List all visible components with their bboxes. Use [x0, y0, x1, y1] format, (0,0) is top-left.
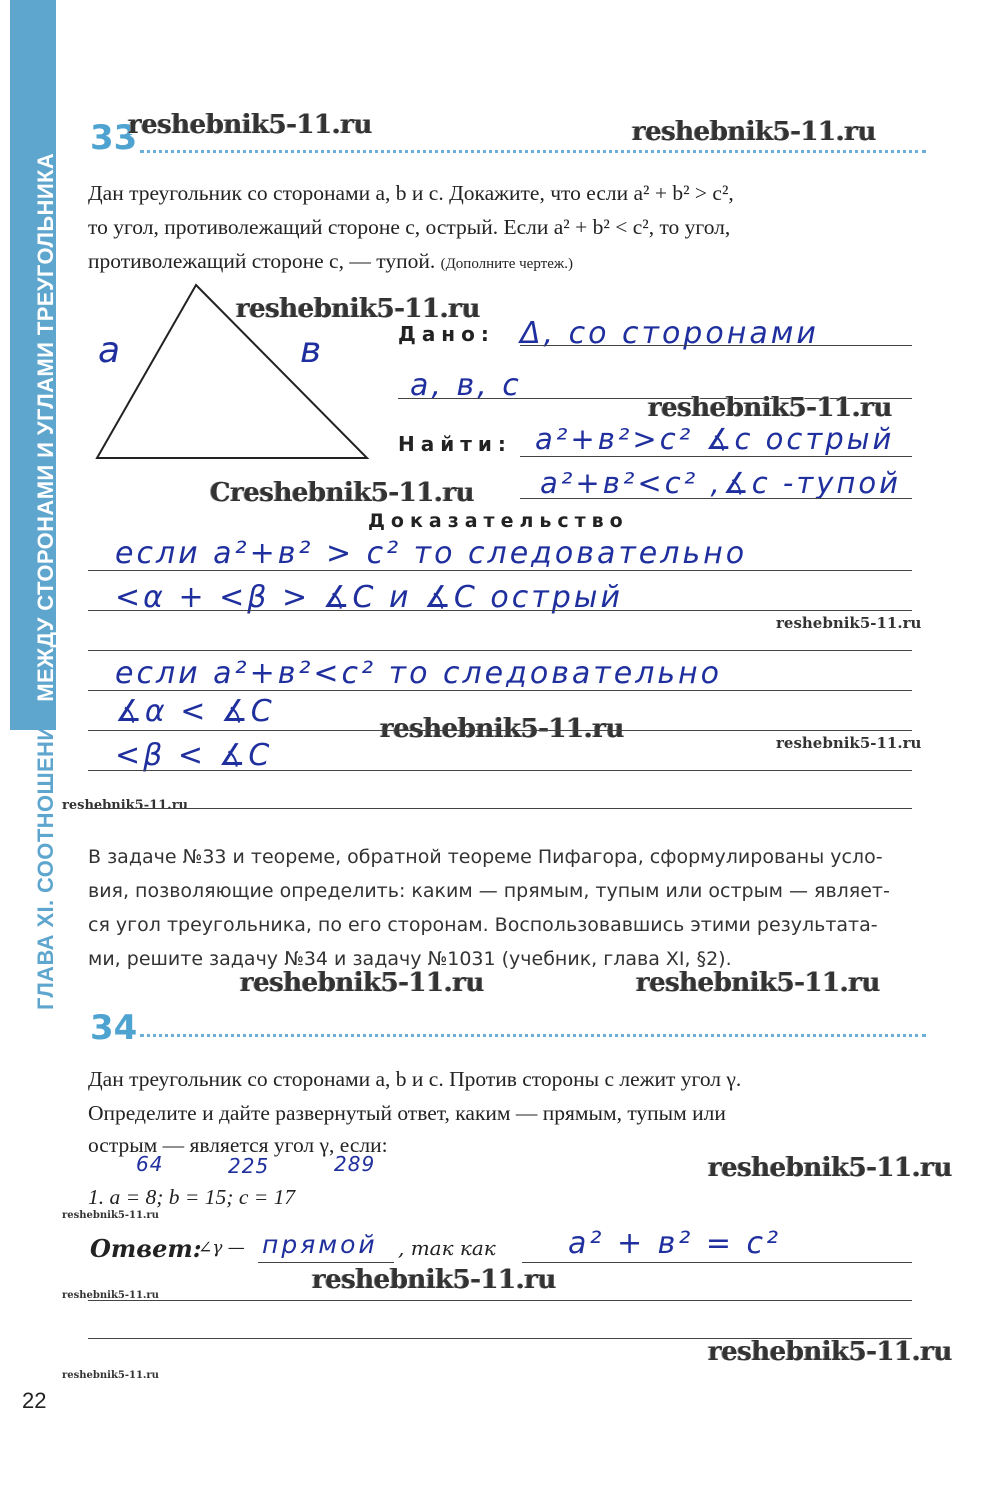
watermark: reshebnik5-11.ru [62, 1290, 159, 1301]
find-handwriting-1: a²+в²>c² ∡c острый [535, 422, 895, 456]
side-b-label: в [300, 330, 325, 371]
answer-line [88, 570, 912, 571]
square-b: 225 [228, 1154, 270, 1178]
answer-line [520, 345, 912, 346]
proof-label: Доказательство [368, 510, 629, 532]
answer-line [522, 1262, 912, 1263]
task-34-divider [140, 1034, 926, 1037]
task-34-line-3: острым — является угол γ, если: [88, 1133, 388, 1157]
task-34-number: 34 [90, 1008, 138, 1048]
watermark: reshebnik5-11.ru [708, 1153, 953, 1183]
info-paragraph: В задаче №33 и теореме, обратной теореме Пифагора, сформулированы усло- вия, позволяющие определить: каким — прямым, тупым или острым — являет- ся угол треугольника, по его сторонам. Воспользовавшись этими результата- ми, решите задачу №34 и задачу №1031 (учебник, глава XI, §2). [88, 846, 890, 970]
watermark: reshebnik5-11.ru [128, 110, 373, 140]
watermark: reshebnik5-11.ru [708, 1337, 953, 1367]
answer-line [88, 610, 912, 611]
watermark: reshebnik5-11.ru [632, 117, 877, 147]
task-33-number: 33 [90, 118, 138, 158]
page-number: 22 [22, 1388, 47, 1413]
watermark: reshebnik5-11.ru [240, 968, 485, 998]
watermark: reshebnik5-11.ru [62, 798, 189, 813]
watermark: Creshebnik5-11.ru [210, 478, 475, 508]
square-a: 64 [136, 1152, 164, 1176]
answer-line [88, 650, 912, 651]
answer-label: Ответ: [90, 1234, 202, 1263]
proof-handwriting-3: если a²+в²<c² то следовательно [115, 656, 723, 691]
task-34-line-1: Дан треугольник со сторонами a, b и c. Против стороны c лежит угол γ. [88, 1067, 742, 1091]
watermark: reshebnik5-11.ru [62, 1370, 159, 1381]
given-handwriting-1: Δ, со сторонами [520, 316, 819, 351]
answer-because: , так как [398, 1236, 496, 1260]
watermark: reshebnik5-11.ru [636, 968, 881, 998]
task-33-line-3: противолежащий стороне c, — тупой. (Дополните чертеж.) [88, 249, 573, 273]
find-label: Найти: [398, 432, 512, 456]
answer-handwriting: прямой [262, 1230, 378, 1259]
answer-formula: a² + в² = c² [568, 1226, 782, 1261]
answer-line [520, 498, 912, 499]
chapter-sidebar [0, 0, 56, 1080]
proof-handwriting-1: если a²+в² > c² то следовательно [115, 536, 748, 571]
answer-line [258, 1262, 394, 1263]
proof-handwriting-2: <α + <β > ∡C и ∡C острый [115, 580, 623, 615]
watermark: reshebnik5-11.ru [312, 1265, 557, 1295]
answer-line [88, 730, 912, 731]
square-c: 289 [334, 1152, 376, 1176]
watermark: reshebnik5-11.ru [776, 734, 922, 752]
watermark: reshebnik5-11.ru [380, 714, 625, 744]
answer-angle: ∠γ — [198, 1238, 245, 1258]
answer-line [88, 690, 912, 691]
find-handwriting-2: a²+в²<c² ,∡c -тупой [540, 466, 901, 500]
answer-line [88, 770, 912, 771]
answer-line [88, 1300, 912, 1301]
given-handwriting-2: a, в, c [410, 368, 522, 403]
watermark: reshebnik5-11.ru [648, 393, 893, 423]
task-33-divider [140, 150, 926, 153]
answer-line [520, 456, 912, 457]
task-33-line-2: то угол, противолежащий стороне c, острый. Если a² + b² < c², то угол, [88, 215, 731, 239]
answer-line [88, 808, 912, 809]
task-34-item-1: 1. a = 8; b = 15; c = 17 [88, 1185, 296, 1209]
proof-handwriting-5: <β < ∡C [115, 738, 273, 773]
watermark: reshebnik5-11.ru [62, 1210, 159, 1221]
side-a-label: a [98, 330, 124, 371]
task-33-line-1: Дан треугольник со сторонами a, b и c. Докажите, что если a² + b² > c², [88, 181, 734, 205]
given-label: Дано: [398, 322, 495, 346]
watermark: reshebnik5-11.ru [776, 614, 922, 632]
chapter-title: ГЛАВА XI. СООТНОШЕНИЯ МЕЖДУ СТОРОНАМИ И УГЛАМИ ТРЕУГОЛЬНИКА [33, 152, 58, 1010]
task-34-line-2: Определите и дайте развернутый ответ, каким — прямым, тупым или [88, 1101, 726, 1125]
proof-handwriting-4: ∡α < ∡C [115, 694, 275, 729]
watermark: reshebnik5-11.ru [236, 294, 481, 324]
